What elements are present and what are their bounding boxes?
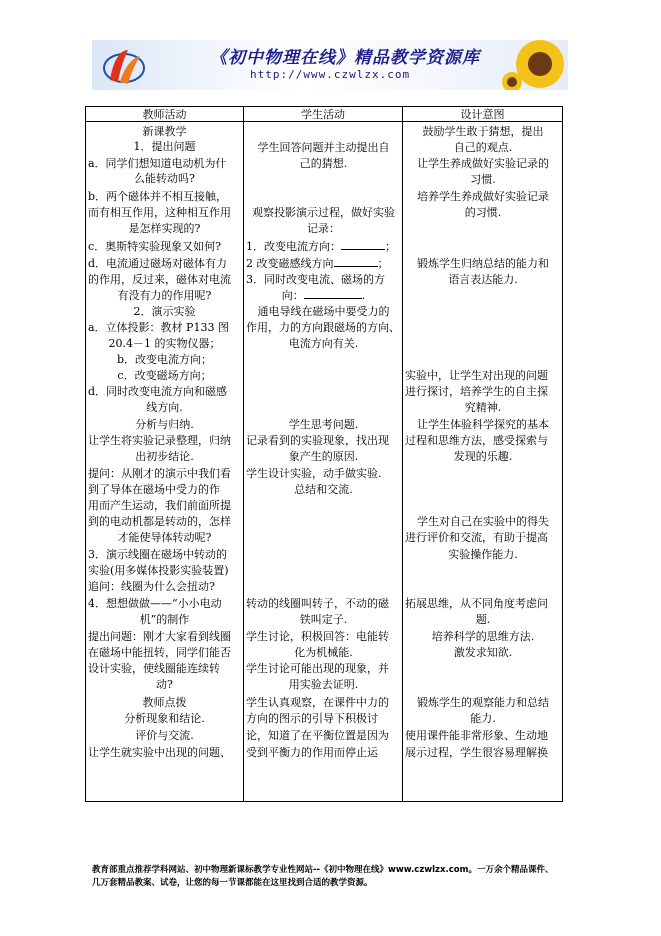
teacher-line: 动? xyxy=(156,678,173,691)
design-line: 锻炼学生的观察能力和总结 xyxy=(417,696,549,709)
teacher-line: b．两个磁体并不相互接触， xyxy=(88,190,228,203)
design-line: 拓展思维，从不同角度考虑问 xyxy=(405,597,548,610)
sunflower-icon xyxy=(502,40,568,90)
teacher-line: 有没有力的作用呢? xyxy=(117,289,212,302)
design-line: 过程和思维方法，感受探索与 xyxy=(405,434,548,447)
footer-line-2: 几万套精品教案、试卷，让您的每一节课都能在这里找到合适的教学资源。 xyxy=(92,878,373,888)
teacher-line: 是怎样实现的? xyxy=(128,222,201,235)
teacher-line: 在磁场中能扭转，同学们能否 xyxy=(88,646,231,659)
student-line: 学生思考问题. xyxy=(288,418,359,431)
header-banner xyxy=(92,40,568,90)
teacher-line: 3．演示线圈在磁场中转动的 xyxy=(88,548,227,561)
student-column xyxy=(243,122,403,801)
teacher-line: b．改变电流方向； xyxy=(116,353,213,366)
design-line: 锻炼学生归纳总结的能力和 xyxy=(417,257,549,270)
banner-url[interactable]: http://www.czwlzx.com xyxy=(250,68,411,81)
student-line: 记录： xyxy=(307,222,340,235)
design-column xyxy=(402,122,563,801)
teacher-line: d．电流通过磁场对磁体有力 xyxy=(88,257,228,270)
teacher-line: 分析与归纳. xyxy=(135,418,194,431)
student-line: 学生认真观察，在课件中力的 xyxy=(246,696,389,709)
design-line: 实验操作能力. xyxy=(448,548,518,561)
teacher-line: d．同时改变电流方向和磁感 xyxy=(88,385,228,398)
design-line: 的习惯. xyxy=(464,206,502,219)
teacher-line: 么能转动吗? xyxy=(134,172,195,185)
teacher-line: 1．提出问题 xyxy=(133,140,196,153)
student-line: 用实验去证明. xyxy=(288,678,359,691)
design-line: 使用课件能非常形象、生动地 xyxy=(405,729,548,742)
student-line: 3．同时改变电流、磁场的方 xyxy=(246,273,385,286)
design-line: 发现的乐趣. xyxy=(453,450,513,463)
lesson-table xyxy=(85,106,563,802)
footer-line-1: 教育部重点推荐学科网站、初中物理新课标教学专业性网站--《初中物理在线》www.czwlzx.com。一万余个精品课件、 xyxy=(92,865,554,875)
teacher-line: 2．演示实验 xyxy=(133,305,196,318)
student-line: 1．改变电流方向： ； xyxy=(246,240,396,253)
teacher-line: 教师点拨 xyxy=(142,696,187,709)
student-line: 转动的线圈叫转子，不动的磁 xyxy=(246,597,389,610)
design-line: 展示过程，学生很容易理解换 xyxy=(405,746,548,759)
teacher-line: 追问：线圈为什么会扭动? xyxy=(88,580,215,593)
student-line: 论，知道了在平衡位置是因为 xyxy=(246,729,389,742)
design-line: 进行探讨，培养学生的自主探 xyxy=(405,385,548,398)
teacher-line: 让学生就实验中出现的问题、 xyxy=(88,746,231,759)
design-line: 习惯. xyxy=(470,173,496,186)
teacher-line: 20.4－1 的实物仪器； xyxy=(108,337,221,350)
student-line: 方向的图示的引导下积极讨 xyxy=(246,712,378,725)
design-line: 实验中，让学生对出现的问题 xyxy=(405,369,548,382)
teacher-line: c．奥斯特实验现象又如何? xyxy=(88,240,222,253)
design-line: 题. xyxy=(475,613,491,626)
teacher-line: 的作用，反过来，磁体对电流 xyxy=(88,273,231,286)
student-line: 通电导线在磁场中要受力的 xyxy=(257,305,390,318)
header-student: 学生活动 xyxy=(243,107,402,122)
teacher-line: c．改变磁场方向； xyxy=(117,369,212,382)
student-line: 学生回答问题并主动提出自 xyxy=(257,141,390,154)
header-teacher: 教师活动 xyxy=(86,107,243,122)
design-line: 究精神. xyxy=(464,401,502,414)
design-line: 学生对自己在实验中的得失 xyxy=(417,515,549,528)
teacher-line: 而有相互作用，这种相互作用 xyxy=(88,206,231,219)
design-line: 培养科学的思维方法. xyxy=(431,630,535,643)
student-line: 向： . xyxy=(281,289,366,302)
teacher-line: 实验(用多媒体投影实验装置) xyxy=(88,564,229,577)
header-design: 设计意图 xyxy=(402,107,562,122)
student-line: 作用，力的方向跟磁场的方向、 xyxy=(246,321,400,334)
student-line: 观察投影演示过程，做好实验 xyxy=(252,206,395,219)
fill-in-blank xyxy=(304,288,362,299)
teacher-line: 到的电动机都是转动的，怎样 xyxy=(88,515,231,528)
teacher-line: 线方向. xyxy=(146,401,183,414)
student-line: 学生讨论，积极回答：电能转 xyxy=(246,630,389,643)
teacher-line: 4．想想做做——“小小电动 xyxy=(88,597,222,610)
teacher-line: 到了导体在磁场中受力的作 xyxy=(88,483,220,496)
site-logo-icon xyxy=(102,46,146,86)
student-line: 化为机械能. xyxy=(294,646,353,659)
student-line: 学生讨论可能出现的现象，并 xyxy=(246,662,389,675)
footer xyxy=(92,864,568,890)
student-line: 受到平衡力的作用而停止运 xyxy=(246,746,378,759)
design-line: 进行评价和交流，有助于提高 xyxy=(405,531,548,544)
design-line: 自己的观点. xyxy=(453,141,513,154)
teacher-line: 设计实验，使线圈能连续转 xyxy=(88,662,220,675)
design-line: 激发求知欲. xyxy=(453,646,513,659)
teacher-line: 提出问题：刚才大家看到线圈 xyxy=(88,630,231,643)
student-line: 学生设计实验，动手做实验. xyxy=(246,467,382,480)
teacher-line: 才能使导体转动呢? xyxy=(117,531,212,544)
teacher-line: 分析现象和结论. xyxy=(124,712,205,725)
teacher-line: 用而产生运动，我们前面所提 xyxy=(88,499,231,512)
teacher-line: 评价与交流. xyxy=(135,729,194,742)
teacher-line: 出初步结论. xyxy=(135,450,194,463)
teacher-line: 提问：从刚才的演示中我们看 xyxy=(88,467,231,480)
teacher-column xyxy=(86,122,243,801)
student-line: 2 改变磁感线方向 ； xyxy=(246,257,389,270)
teacher-line: a．立体投影：教材 P133 图 xyxy=(88,321,229,334)
banner-title: 《初中物理在线》精品教学资源库 xyxy=(210,48,480,68)
student-line: 电流方向有关. xyxy=(288,337,359,350)
design-line: 鼓励学生敢于猜想，提出 xyxy=(422,125,544,138)
student-line: 铁叫定子. xyxy=(299,613,348,626)
design-line: 培养学生养成做好实验记录 xyxy=(417,190,549,203)
student-line: 己的猜想. xyxy=(299,157,348,170)
fill-in-blank xyxy=(334,256,378,267)
design-line: 语言表达能力. xyxy=(448,273,518,286)
fill-in-blank xyxy=(341,239,385,250)
student-line: 记录看到的实验现象，找出现 xyxy=(246,434,389,447)
student-line: 象产生的原因. xyxy=(288,450,359,463)
teacher-line: 新课教学 xyxy=(142,125,187,138)
teacher-line: 让学生将实验记录整理，归纳 xyxy=(88,434,231,447)
design-line: 让学生养成做好实验记录的 xyxy=(417,157,549,170)
teacher-line: 机”的制作 xyxy=(139,613,190,626)
student-line: 总结和交流. xyxy=(294,483,353,496)
teacher-line: a．同学们想知道电动机为什 xyxy=(88,157,227,170)
design-line: 让学生体验科学探究的基本 xyxy=(417,418,549,431)
design-line: 能力. xyxy=(470,712,496,725)
